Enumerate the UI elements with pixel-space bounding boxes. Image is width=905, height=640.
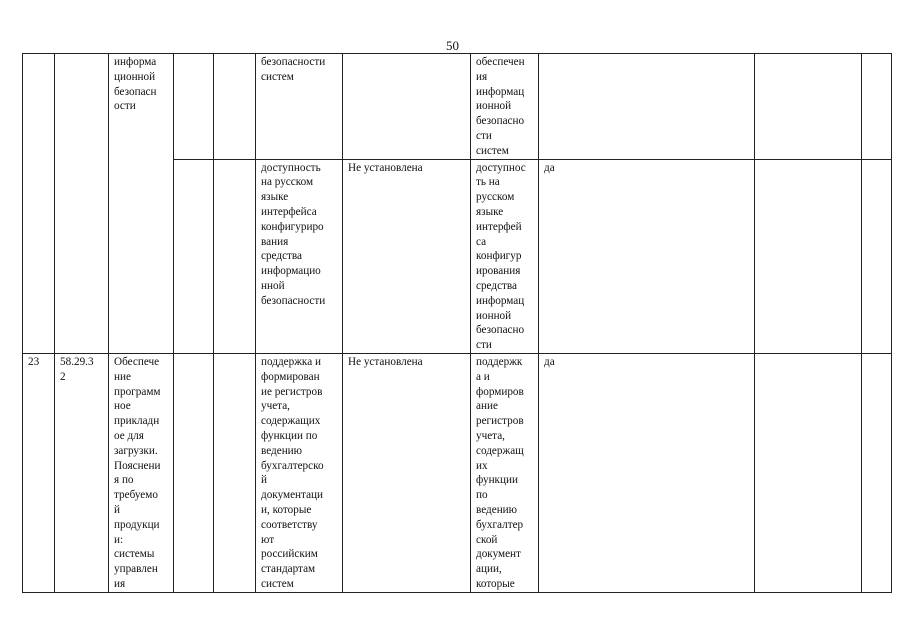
table-row xyxy=(23,54,892,160)
page-number: 50 xyxy=(446,38,459,53)
cell-product-name: Обеспече ние программ ное прикладн ое для загрузки. Пояснени я по требуемо й продукци и: системы управлен ия xyxy=(109,353,174,592)
cell-empty xyxy=(214,353,256,592)
cell-requirement xyxy=(539,54,755,160)
cell-value: доступнос ть на русском языке интерфей са конфигур ирования средства информац ионной безопасно сти xyxy=(471,159,539,353)
cell-empty xyxy=(174,353,214,592)
cell-characteristic: безопасности систем xyxy=(256,54,343,160)
cell-row-number xyxy=(23,54,55,354)
cell-unit: Не установлена xyxy=(343,353,471,592)
cell-empty xyxy=(174,54,214,160)
cell-empty xyxy=(214,159,256,353)
cell-row-number: 23 xyxy=(23,353,55,592)
specification-table xyxy=(22,53,892,593)
cell-empty xyxy=(755,353,862,592)
cell-empty xyxy=(862,54,892,160)
cell-product-name: информа ционной безопасн ости xyxy=(109,54,174,354)
cell-empty xyxy=(174,159,214,353)
cell-characteristic: доступность на русском языке интерфейса конфигуриро вания средства информацио нной безопасности xyxy=(256,159,343,353)
cell-value: обеспечен ия информац ионной безопасно сти систем xyxy=(471,54,539,160)
cell-empty xyxy=(862,353,892,592)
cell-empty xyxy=(755,159,862,353)
cell-value: поддержк а и формиров ание регистров учета, содержащ их функции по ведению бухгалтер ской документ ации, которые xyxy=(471,353,539,592)
cell-characteristic: поддержка и формирован ие регистров учета, содержащих функции по ведению бухгалтерско й документаци и, которые соответству ют российским стандартам систем xyxy=(256,353,343,592)
cell-okpd-code: 58.29.3 2 xyxy=(55,353,109,592)
cell-unit: Не установлена xyxy=(343,159,471,353)
cell-requirement: да xyxy=(539,353,755,592)
table-row xyxy=(23,353,892,592)
cell-okpd-code xyxy=(55,54,109,354)
cell-empty xyxy=(862,159,892,353)
cell-empty xyxy=(214,54,256,160)
cell-empty xyxy=(755,54,862,160)
cell-requirement: да xyxy=(539,159,755,353)
cell-unit xyxy=(343,54,471,160)
